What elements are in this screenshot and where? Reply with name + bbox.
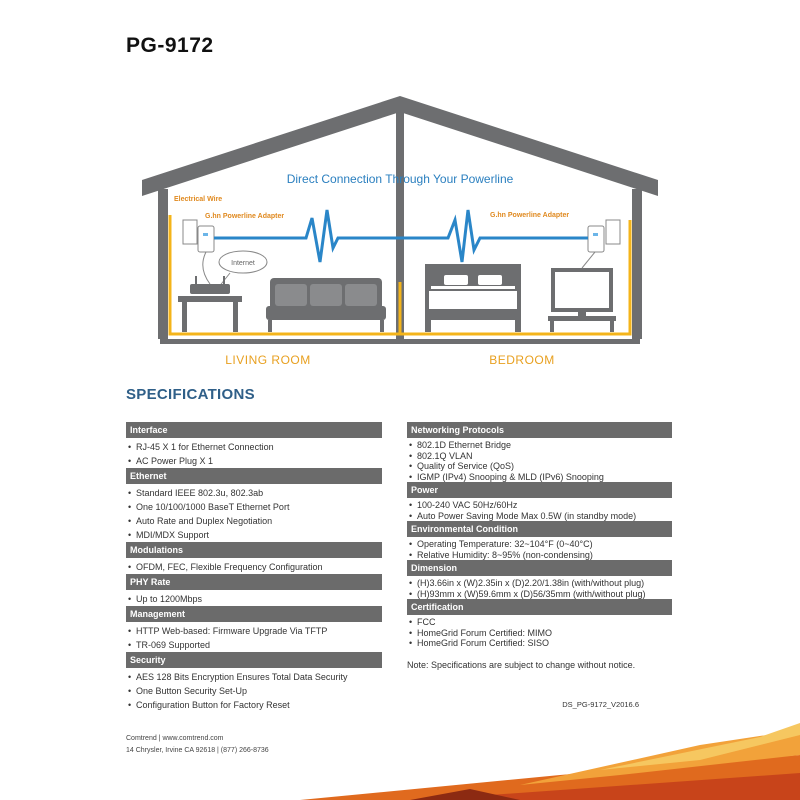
spec-section (407, 521, 672, 560)
spec-item: • HomeGrid Forum Certified: SISO (407, 638, 672, 649)
decorative-swoosh (0, 715, 800, 800)
spec-item: • TR-069 Supported (126, 638, 382, 652)
spec-item: • One 10/100/1000 BaseT Ethernet Port (126, 500, 382, 514)
adapter-right-label: G.hn Powerline Adapter (490, 212, 570, 219)
right-outlet-adapter (588, 220, 620, 252)
spec-item: • MDI/MDX Support (126, 528, 382, 542)
footer-line-address: 14 Chrysler, Irvine CA 92618 | (877) 266-8736 (126, 747, 269, 754)
spec-item: • Standard IEEE 802.3u, 802.3ab (126, 486, 382, 500)
spec-section (126, 422, 382, 468)
specifications-heading: SPECIFICATIONS (126, 386, 255, 403)
section-header: Ethernet (126, 468, 382, 484)
spec-section (407, 560, 672, 599)
specs-left-column (126, 422, 382, 712)
room-label-bedroom: BEDROOM (489, 353, 555, 367)
sofa-icon (266, 278, 386, 332)
spec-section (126, 652, 382, 712)
spec-item: • 802.1D Ethernet Bridge (407, 440, 672, 451)
document-id: DS_PG-9172_V2016.6 (562, 700, 639, 709)
spec-item: • 802.1Q VLAN (407, 451, 672, 462)
spec-item: • RJ-45 X 1 for Ethernet Connection (126, 440, 382, 454)
spec-item: • OFDM, FEC, Flexible Frequency Configuration (126, 560, 382, 574)
product-title: PG-9172 (126, 34, 214, 57)
room-label-living: LIVING ROOM (225, 353, 311, 367)
spec-section (126, 542, 382, 574)
svg-text:Internet: Internet (231, 260, 255, 267)
tv-icon (548, 252, 616, 332)
spec-item: • Up to 1200Mbps (126, 592, 382, 606)
spec-item: • IGMP (IPv4) Snooping & MLD (IPv6) Snooping (407, 472, 672, 483)
spec-section (126, 468, 382, 542)
spec-section (407, 599, 672, 649)
internet-cloud-icon (218, 251, 267, 288)
spec-item: • AC Power Plug X 1 (126, 454, 382, 468)
section-header: Management (126, 606, 382, 622)
illustration-headline: Direct Connection Through Your Powerline (286, 172, 514, 186)
company-footer (126, 733, 269, 757)
spec-item: • Quality of Service (QoS) (407, 461, 672, 472)
adapter-left-label: G.hn Powerline Adapter (205, 213, 285, 220)
section-header: Certification (407, 599, 672, 615)
spec-item: • FCC (407, 617, 672, 628)
section-header: Security (126, 652, 382, 668)
spec-item: • (H)3.66in x (W)2.35in x (D)2.20/1.38in (with/without plug) (407, 578, 672, 589)
section-header: Networking Protocols (407, 422, 672, 438)
section-header: Interface (126, 422, 382, 438)
spec-section (126, 574, 382, 606)
section-header: Environmental Condition (407, 521, 672, 537)
section-header: Modulations (126, 542, 382, 558)
spec-item: • Operating Temperature: 32~104°F (0~40°C) (407, 539, 672, 550)
spec-item: • HTTP Web-based: Firmware Upgrade Via TFTP (126, 624, 382, 638)
spec-item: • One Button Security Set-Up (126, 684, 382, 698)
spec-item: • Auto Rate and Duplex Negotiation (126, 514, 382, 528)
spec-section (126, 606, 382, 652)
spec-item: • Configuration Button for Factory Reset (126, 698, 382, 712)
desk-icon (178, 296, 242, 332)
spec-item: • (H)93mm x (W)59.6mm x (D)56/35mm (with/without plug) (407, 589, 672, 600)
spec-item: • Auto Power Saving Mode Max 0.5W (in standby mode) (407, 511, 672, 522)
section-header: Power (407, 482, 672, 498)
powerline-illustration (0, 0, 800, 380)
spec-note: Note: Specifications are subject to change without notice. (407, 659, 636, 670)
bed-icon (425, 264, 521, 332)
spec-item: • HomeGrid Forum Certified: MIMO (407, 628, 672, 639)
section-header: PHY Rate (126, 574, 382, 590)
electrical-wire-label: Electrical Wire (174, 196, 223, 203)
spec-section (407, 422, 672, 482)
spec-item: • 100-240 VAC 50Hz/60Hz (407, 500, 672, 511)
specs-right-column (407, 422, 672, 671)
spec-item: • Relative Humidity: 8~95% (non-condensing) (407, 550, 672, 561)
spec-section (407, 482, 672, 521)
left-outlet-adapter (183, 220, 214, 252)
section-header: Dimension (407, 560, 672, 576)
footer-line-website: Comtrend | www.comtrend.com (126, 735, 224, 742)
spec-item: • AES 128 Bits Encryption Ensures Total Data Security (126, 670, 382, 684)
